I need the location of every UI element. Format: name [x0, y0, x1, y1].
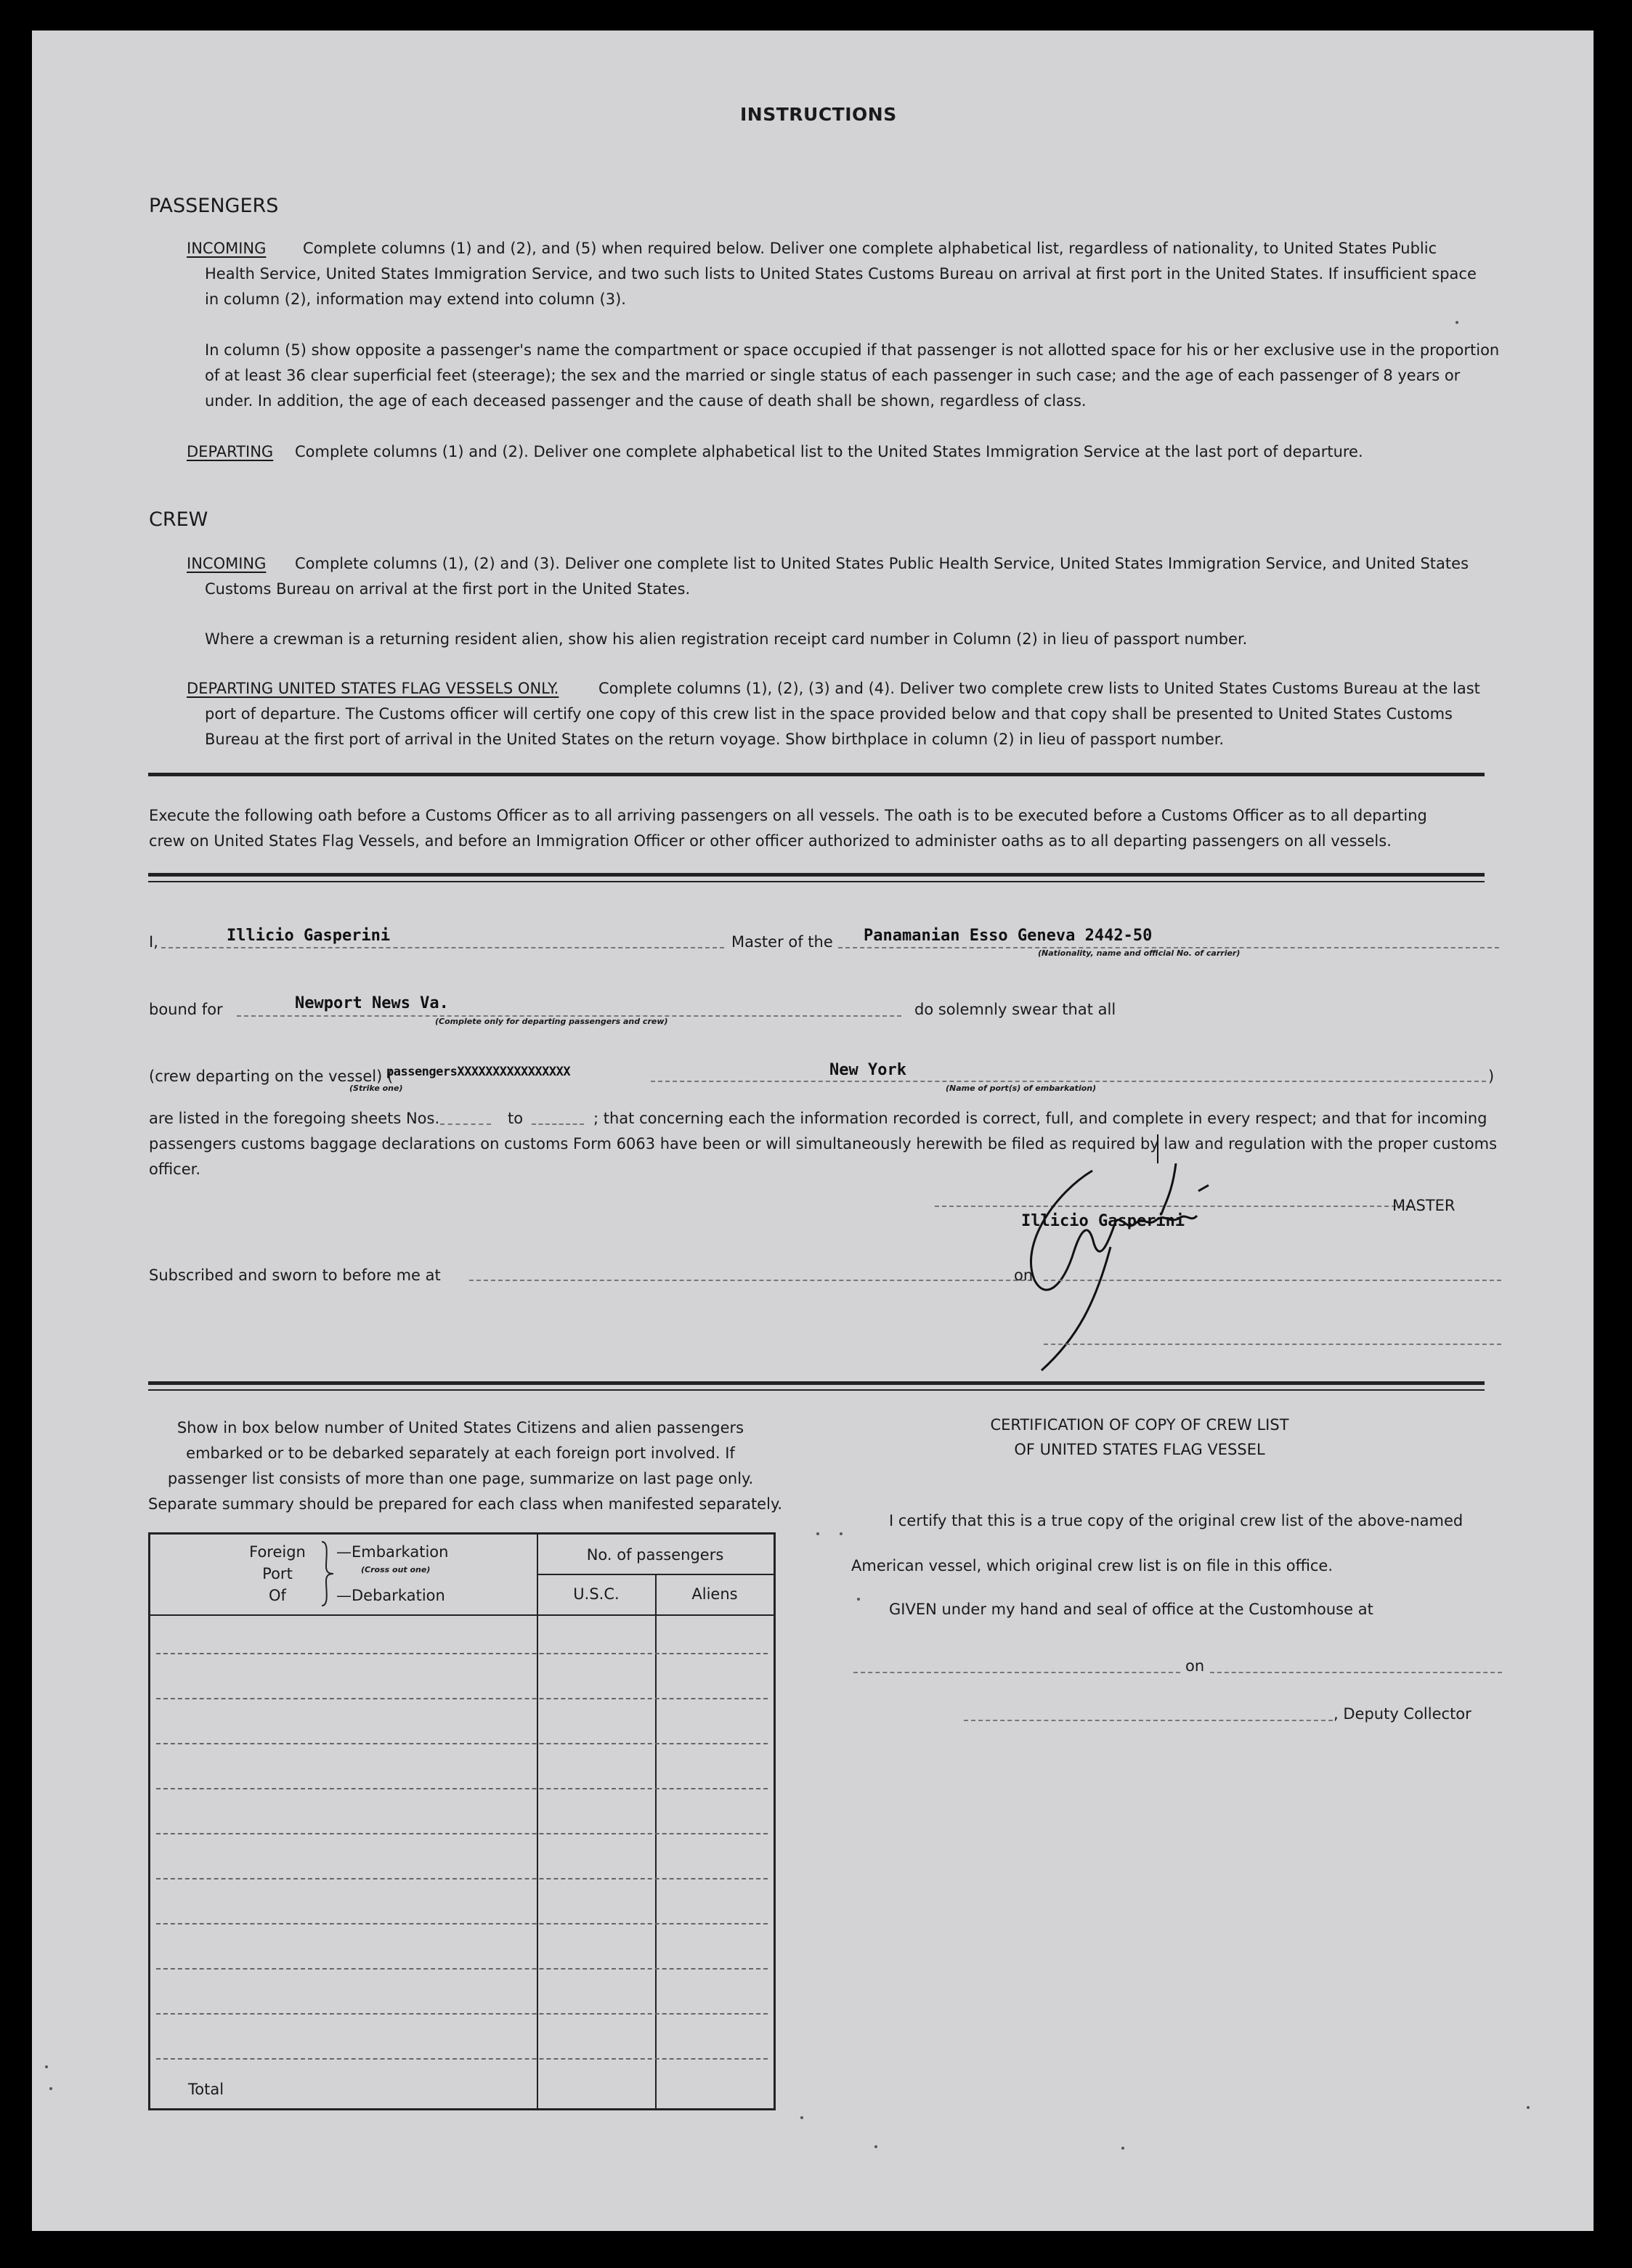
divider: [148, 873, 1485, 882]
certification-date-line[interactable]: [1210, 1672, 1502, 1673]
table-row[interactable]: [156, 2058, 768, 2060]
subscribed-date-line[interactable]: [1044, 1280, 1501, 1281]
port-label: Port: [262, 1565, 293, 1582]
crew-departing-label: DEPARTING UNITED STATES FLAG VESSELS ONLY.: [187, 680, 559, 697]
oath-intro-line1: Execute the following oath before a Customs Officer as to all arriving passengers on all vessels. The oath is to be executed before a Customs Officer as to all departing: [149, 807, 1427, 824]
port-line: [651, 1081, 1486, 1082]
table-row[interactable]: [156, 1743, 768, 1744]
of-label: Of: [269, 1587, 286, 1604]
strike-caption: (Strike one): [349, 1084, 403, 1093]
passengers-departing-label: DEPARTING: [187, 443, 274, 460]
passenger-summary-table: [148, 1532, 776, 2110]
listed-line2: passengers customs baggage declarations on customs Form 6063 have been or will simultaneously herewith be filed as required by law and regulation with the proper customs: [149, 1135, 1498, 1153]
embarkation-label[interactable]: —Embarkation: [336, 1543, 449, 1561]
column5-line1: In column (5) show opposite a passenger's name the compartment or space occupied if that passenger is not allotted space for his or her exclusive use in the proportion: [205, 341, 1500, 359]
speck: [49, 2087, 52, 2090]
master-label: MASTER: [1392, 1197, 1456, 1214]
crew-incoming-label: INCOMING: [187, 555, 267, 572]
certify-line2: American vessel, which original crew list is on file in this office.: [851, 1557, 1333, 1574]
table-row[interactable]: [156, 1878, 768, 1879]
speck: [1527, 2106, 1530, 2109]
foreign-label: Foreign: [249, 1543, 306, 1561]
crew-departing-line2: port of departure. The Customs officer will certify one copy of this crew list in the space provided below and that copy shall be presented to United States Customs: [205, 705, 1453, 723]
summary-line4: Separate summary should be prepared for each class when manifested separately.: [148, 1495, 783, 1513]
speck: [45, 2065, 48, 2068]
subscribed-on-label: on: [1014, 1267, 1034, 1284]
certify-line1: I certify that this is a true copy of the original crew list of the above-named: [889, 1512, 1463, 1529]
divider: [148, 773, 1485, 776]
officer-signature-line[interactable]: [1044, 1344, 1501, 1345]
brace-icon: [317, 1540, 336, 1607]
table-row[interactable]: [156, 1698, 768, 1699]
table-row[interactable]: [156, 1968, 768, 1970]
crew-incoming-line1: Complete columns (1), (2) and (3). Deliver one complete list to United States Public Health Service, United States Immigration Service, and United States: [295, 555, 1469, 572]
vessel-name[interactable]: Panamanian Esso Geneva 2442-50: [864, 927, 1153, 945]
bound-for-label: bound for: [149, 1001, 223, 1018]
struck-passengers: passengersXXXXXXXXXXXXXXXX: [386, 1065, 571, 1079]
crew-departing-label: (crew departing on the vessel) (: [149, 1068, 394, 1085]
sheet-from-line[interactable]: [440, 1123, 491, 1125]
customhouse-place-line[interactable]: [853, 1672, 1180, 1673]
bound-for-value[interactable]: Newport News Va.: [295, 994, 449, 1012]
table-row[interactable]: [156, 1923, 768, 1924]
speck: [874, 2145, 877, 2148]
listed-line3: officer.: [149, 1161, 200, 1178]
listed-text-a: are listed in the foregoing sheets Nos.: [149, 1110, 440, 1127]
vessel-caption: (Nationality, name and official No. of carrier): [1038, 948, 1241, 958]
sheet-to-line[interactable]: [532, 1123, 584, 1125]
signature-name: Illicio Gasperini: [1021, 1212, 1185, 1230]
crew-heading: CREW: [149, 508, 208, 531]
port-caption: (Name of port(s) of embarkation): [946, 1084, 1097, 1093]
form-page: [32, 31, 1594, 2231]
column5-line3: under. In addition, the age of each deceased passenger and the cause of death shall be shown, regardless of class.: [205, 392, 1087, 410]
subscribed-label: Subscribed and sworn to before me at: [149, 1267, 441, 1284]
speck: [1121, 2147, 1124, 2150]
master-name[interactable]: Illicio Gasperini: [227, 927, 391, 945]
embarkation-port[interactable]: New York: [829, 1061, 906, 1079]
crew-resident-text: Where a crewman is a returning resident alien, show his alien registration receipt card number in Column (2) in lieu of passport number.: [205, 630, 1248, 648]
total-label: Total: [188, 2081, 224, 2098]
crew-departing-line3: Bureau at the first port of arrival in the United States on the return voyage. Show birthplace in column (2) in lieu of passport number.: [205, 731, 1225, 748]
table-row[interactable]: [156, 1833, 768, 1834]
table-row[interactable]: [156, 1788, 768, 1789]
column5-line2: of at least 36 clear superficial feet (steerage); the sex and the married or single status of each passenger in such case; and the age of each passenger of 8 years or: [205, 367, 1461, 384]
oath-intro-line2: crew on United States Flag Vessels, and before an Immigration Officer or other officer authorized to administer oaths as to all departing passengers on all vessels.: [149, 832, 1392, 850]
speck: [800, 2116, 803, 2119]
subscribed-place-line[interactable]: [469, 1280, 1032, 1281]
usc-header: U.S.C.: [573, 1585, 620, 1603]
crew-incoming-line2: Customs Bureau on arrival at the first port in the United States.: [205, 580, 691, 598]
speck: [816, 1532, 819, 1535]
listed-to: to: [508, 1110, 524, 1127]
listed-text-b: ; that concerning each the information recorded is correct, full, and complete in every respect; and that for incoming: [593, 1110, 1487, 1127]
speck: [1456, 321, 1458, 324]
page-title: INSTRUCTIONS: [740, 104, 897, 125]
summary-line2: embarked or to be debarked separately at each foreign port involved. If: [186, 1444, 735, 1462]
oath-i-label: I,: [149, 933, 158, 951]
master-of-label: Master of the: [731, 933, 833, 951]
certification-title-line2: OF UNITED STATES FLAG VESSEL: [1014, 1441, 1265, 1458]
certification-on-label: on: [1185, 1657, 1205, 1675]
speck: [857, 1598, 860, 1601]
summary-line1: Show in box below number of United States Citizens and alien passengers: [176, 1419, 744, 1436]
given-text: GIVEN under my hand and seal of office at the Customhouse at: [889, 1601, 1373, 1618]
passengers-incoming-label: INCOMING: [187, 240, 267, 257]
table-row[interactable]: [156, 2013, 768, 2015]
cross-out-caption: (Cross out one): [361, 1565, 431, 1574]
divider: [148, 1381, 1485, 1391]
swear-text: do solemnly swear that all: [914, 1001, 1116, 1018]
no-passengers-header: No. of passengers: [586, 1546, 724, 1564]
table-row[interactable]: [156, 1653, 768, 1654]
summary-line3: passenger list consists of more than one page, summarize on last page only.: [167, 1470, 754, 1487]
close-paren: ): [1488, 1068, 1495, 1085]
passengers-heading: PASSENGERS: [149, 195, 279, 217]
passengers-incoming-line3: in column (2), information may extend into column (3).: [205, 290, 626, 308]
passengers-departing-text: Complete columns (1) and (2). Deliver one complete alphabetical list to the United States Immigration Service at the last port of departure.: [295, 443, 1363, 460]
debarkation-label[interactable]: —Debarkation: [336, 1587, 445, 1604]
passengers-incoming-line1: Complete columns (1) and (2), and (5) when required below. Deliver one complete alphabetical list, regardless of nationality, to United States Public: [303, 240, 1437, 257]
deputy-collector-label: , Deputy Collector: [1333, 1705, 1471, 1723]
speck: [840, 1532, 843, 1535]
passengers-incoming-line2: Health Service, United States Immigration Service, and two such lists to United States Customs Bureau on arrival at first port in the United States. If insufficient space: [205, 265, 1477, 283]
aliens-header: Aliens: [691, 1585, 738, 1603]
crew-departing-line1: Complete columns (1), (2), (3) and (4). Deliver two complete crew lists to United States Customs Bureau at the last: [598, 680, 1480, 697]
certification-title-line1: CERTIFICATION OF COPY OF CREW LIST: [990, 1416, 1289, 1434]
bound-for-caption: (Complete only for departing passengers and crew): [435, 1017, 668, 1026]
deputy-collector-signature-line[interactable]: [964, 1720, 1333, 1721]
